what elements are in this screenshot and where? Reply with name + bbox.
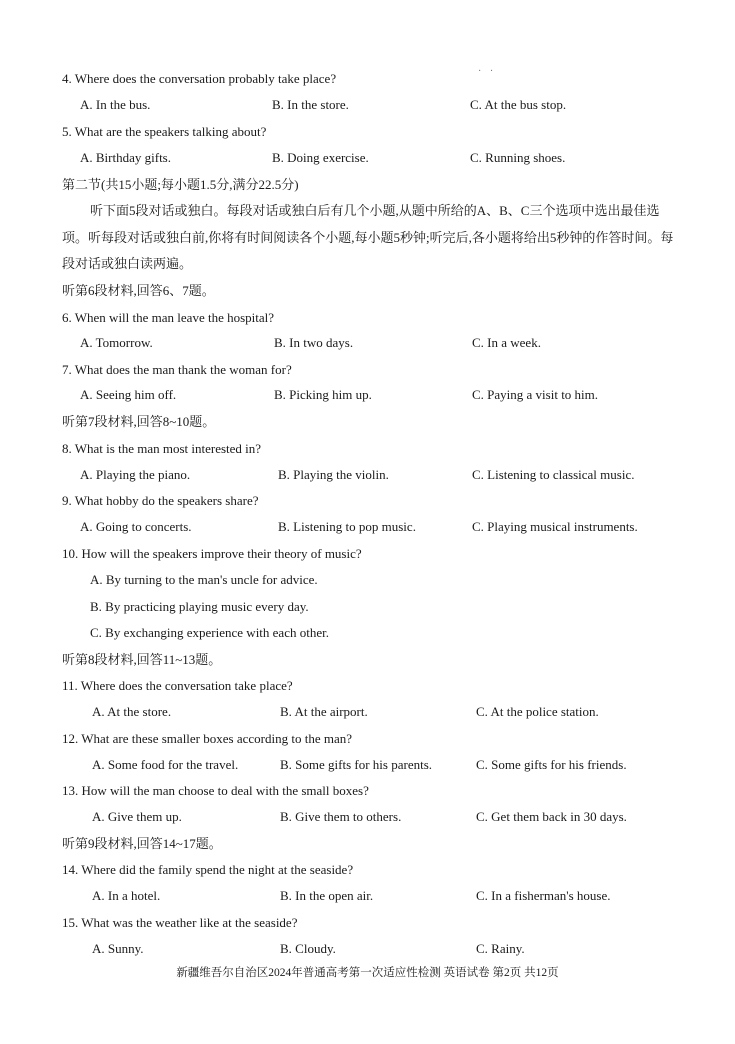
group-heading-passage-8: 听第8段材料,回答11~13题。 (62, 652, 222, 667)
question-9-option-c: C. Playing musical instruments. (472, 519, 638, 534)
question-8-option-a: A. Playing the piano. (80, 467, 191, 482)
question-13: 13. How will the man choose to deal with the small boxes? (62, 783, 369, 798)
question-14-option-b: B. In the open air. (280, 888, 374, 903)
question-10-option-c: C. By exchanging experience with each other. (90, 625, 329, 640)
section-2-heading: 第二节(共15小题;每小题1.5分,满分22.5分) (62, 177, 299, 192)
question-7-option-c: C. Paying a visit to him. (472, 387, 599, 402)
question-15-option-a: A. Sunny. (92, 941, 144, 956)
question-13-option-c: C. Get them back in 30 days. (476, 809, 627, 824)
question-15-option-b: B. Cloudy. (280, 941, 336, 956)
question-15-option-c: C. Rainy. (476, 941, 525, 956)
question-14-option-c: C. In a fisherman's house. (476, 888, 611, 903)
question-12: 12. What are these smaller boxes according to the man? (62, 731, 352, 746)
question-6-option-c: C. In a week. (472, 335, 541, 350)
question-11-option-b: B. At the airport. (280, 704, 368, 719)
question-5-option-c: C. Running shoes. (470, 150, 566, 165)
question-8: 8. What is the man most interested in? (62, 441, 262, 456)
question-4-option-a: A. In the bus. (80, 97, 151, 112)
question-10-option-a: A. By turning to the man's uncle for advice. (90, 572, 318, 587)
question-5-option-a: A. Birthday gifts. (80, 150, 171, 165)
question-13-option-a: A. Give them up. (92, 809, 182, 824)
question-8-option-c: C. Listening to classical music. (472, 467, 635, 482)
question-4: 4. Where does the conversation probably take place? (62, 71, 337, 86)
question-7-option-a: A. Seeing him off. (80, 387, 177, 402)
section-2-instructions: 听下面5段对话或独白。每段对话或独白后有几个小题,从题中所给的A、B、C三个选项中选出最佳选项。听每段对话或独白前,你将有时间阅读各个小题,每小题5秒钟;听完后,各小题将给出5秒钟的作答时间。每段对话或独白读两遍。 (62, 203, 674, 271)
question-7-option-b: B. Picking him up. (274, 387, 372, 402)
question-10: 10. How will the speakers improve their theory of music? (62, 546, 362, 561)
question-6: 6. When will the man leave the hospital? (62, 310, 275, 325)
question-9-option-b: B. Listening to pop music. (278, 519, 416, 534)
question-8-option-b: B. Playing the violin. (278, 467, 389, 482)
question-6-option-b: B. In two days. (274, 335, 354, 350)
question-11: 11. Where does the conversation take place? (62, 678, 293, 693)
group-heading-passage-7: 听第7段材料,回答8~10题。 (62, 414, 216, 429)
question-9-option-a: A. Going to concerts. (80, 519, 192, 534)
group-heading-passage-9: 听第9段材料,回答14~17题。 (62, 836, 222, 851)
question-5: 5. What are the speakers talking about? (62, 124, 267, 139)
question-15: 15. What was the weather like at the seaside? (62, 915, 298, 930)
question-12-option-a: A. Some food for the travel. (92, 757, 239, 772)
question-10-option-b: B. By practicing playing music every day. (90, 599, 309, 614)
page-footer: 新疆维吾尔自治区2024年普通高考第一次适应性检测 英语试卷 第2页 共12页 (176, 967, 559, 979)
question-9: 9. What hobby do the speakers share? (62, 493, 259, 508)
scan-noise-marks: · · (478, 66, 497, 77)
question-12-option-b: B. Some gifts for his parents. (280, 757, 433, 772)
question-7: 7. What does the man thank the woman for? (62, 362, 292, 377)
question-14-option-a: A. In a hotel. (92, 888, 161, 903)
question-6-option-a: A. Tomorrow. (80, 335, 153, 350)
question-4-option-b: B. In the store. (272, 97, 349, 112)
question-12-option-c: C. Some gifts for his friends. (476, 757, 627, 772)
question-11-option-a: A. At the store. (92, 704, 172, 719)
question-13-option-b: B. Give them to others. (280, 809, 402, 824)
group-heading-passage-6: 听第6段材料,回答6、7题。 (62, 283, 215, 298)
question-14: 14. Where did the family spend the night at the seaside? (62, 862, 354, 877)
question-11-option-c: C. At the police station. (476, 704, 599, 719)
question-5-option-b: B. Doing exercise. (272, 150, 369, 165)
question-4-option-c: C. At the bus stop. (470, 97, 567, 112)
